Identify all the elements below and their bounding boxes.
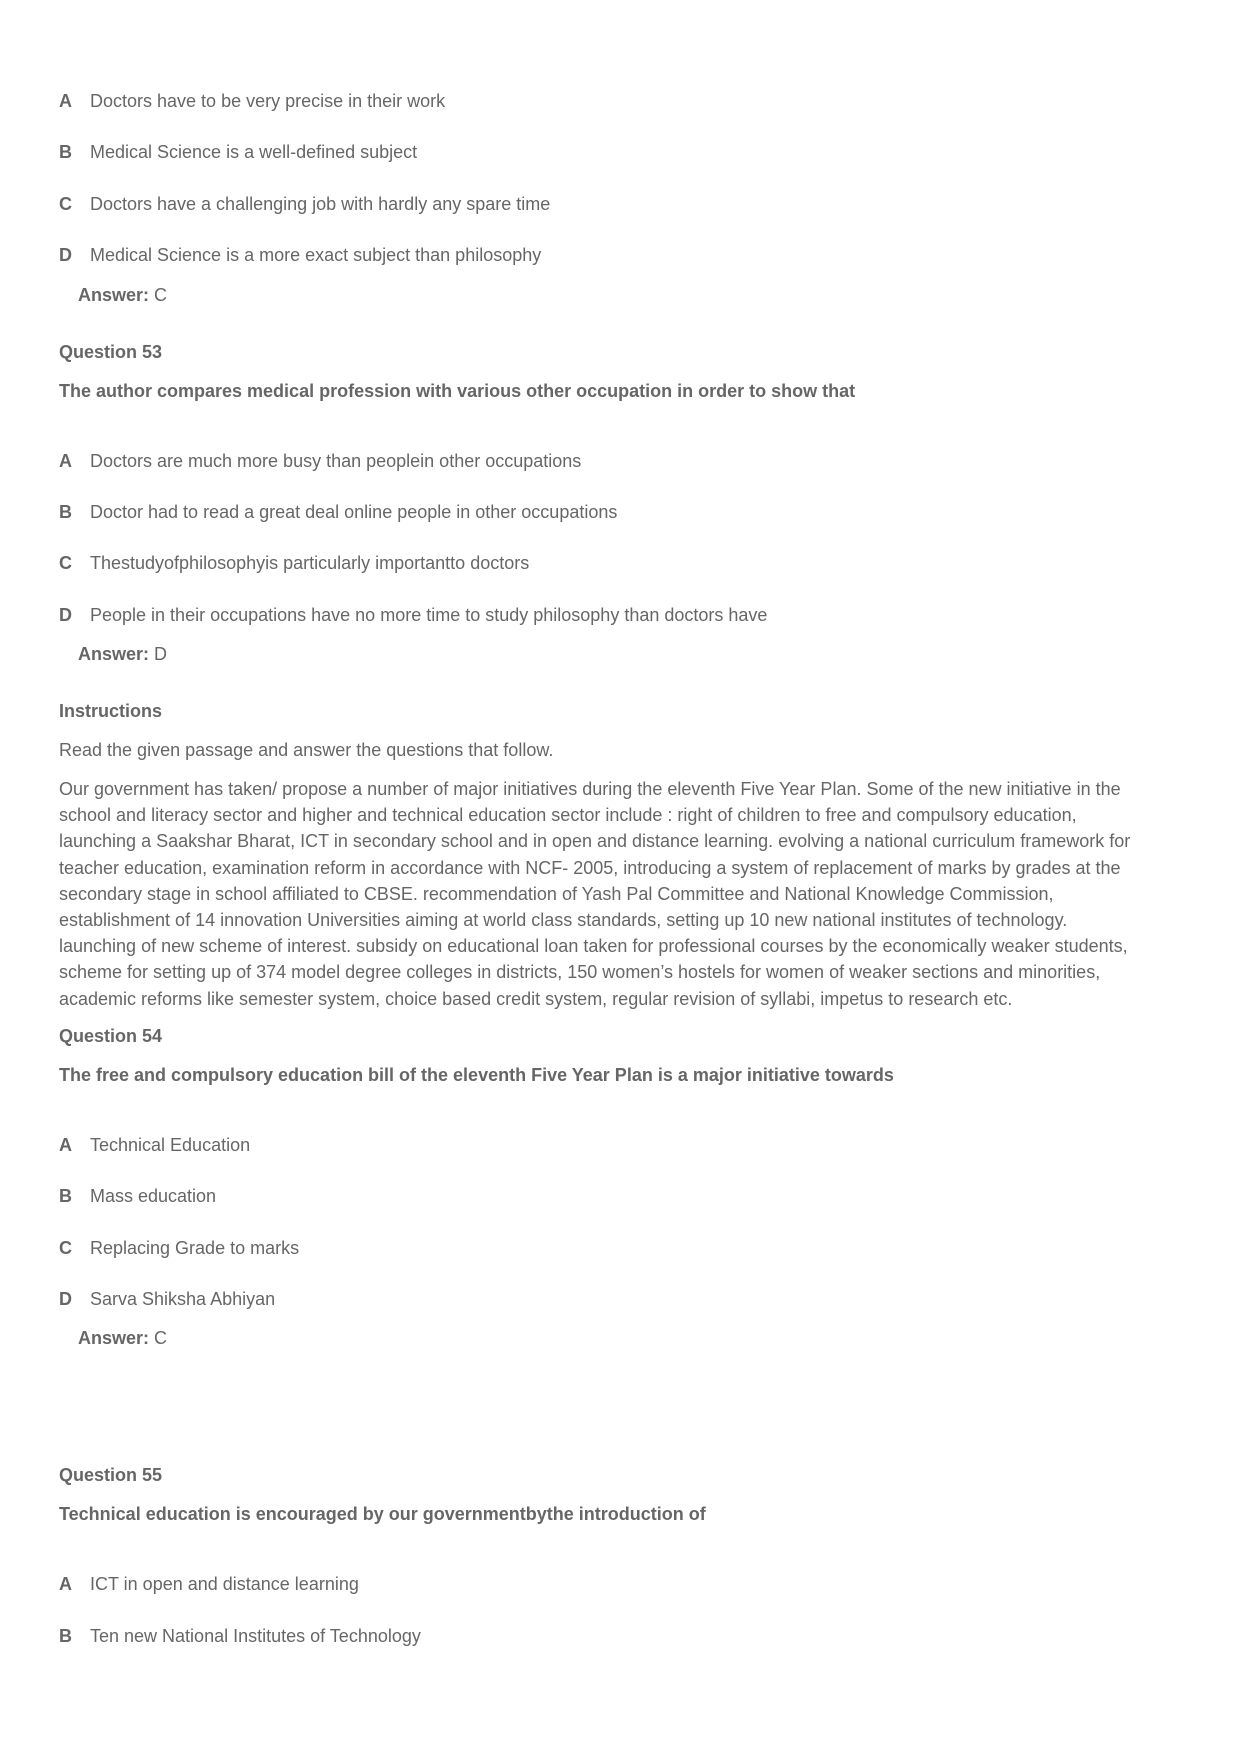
answer-value: D bbox=[154, 644, 168, 664]
option-text: ICT in open and distance learning bbox=[90, 1574, 359, 1594]
q54-answer bbox=[78, 1326, 167, 1350]
passage-line: scheme for setting up of 374 model degree colleges in districts, 150 women’s hostels for women of weaker sections and minorities, bbox=[59, 962, 1101, 983]
passage-line: Our government has taken/ propose a number of major initiatives during the eleventh Five Year Plan. Some of the new initiative in the bbox=[59, 779, 1121, 799]
option-letter: B bbox=[59, 1626, 72, 1646]
option-letter: B bbox=[59, 142, 72, 162]
option-letter: C bbox=[59, 1238, 72, 1258]
passage-line: teacher education, examination reform in accordance with NCF- 2005, introducing a system of replacement of marks by grades at the bbox=[59, 857, 1121, 878]
answer-label: Answer: bbox=[78, 1328, 150, 1348]
answer-label: Answer: bbox=[78, 644, 150, 664]
option-letter: A bbox=[59, 1135, 72, 1155]
q54-option-d bbox=[59, 1287, 275, 1311]
q52-option-b bbox=[59, 140, 417, 164]
passage-line: launching a Saakshar Bharat, ICT in secondary school and in open and distance learning. evolving a national curriculum framework for bbox=[59, 831, 1131, 852]
option-text: Replacing Grade to marks bbox=[90, 1238, 300, 1258]
option-letter: A bbox=[59, 1574, 72, 1594]
instructions-intro: Read the given passage and answer the questions that follow. bbox=[59, 740, 554, 760]
q55-question-text: Technical education is encouraged by our governmentbythe introduction of bbox=[59, 1504, 706, 1524]
answer-label: Answer: bbox=[78, 285, 150, 305]
option-text: Doctors have to be very precise in their work bbox=[90, 91, 446, 111]
passage-line: establishment of 14 innovation Universities aiming at world class standards, setting up 10 new national institutes of technology. bbox=[59, 910, 1068, 931]
q52-answer bbox=[78, 283, 167, 307]
passage-line: academic reforms like semester system, choice based credit system, regular revision of syllabi, impetus to research etc. bbox=[59, 988, 1013, 1009]
option-text: Medical Science is a well-defined subject bbox=[90, 142, 418, 162]
option-text: People in their occupations have no more time to study philosophy than doctors have bbox=[90, 605, 768, 625]
option-text: Thestudyofphilosophyis particularly importantto doctors bbox=[90, 553, 530, 573]
q54-option-c bbox=[59, 1236, 299, 1260]
q52-option-d bbox=[59, 243, 541, 267]
answer-value: C bbox=[154, 1328, 168, 1348]
option-letter: D bbox=[59, 245, 72, 265]
q53-option-c bbox=[59, 551, 529, 575]
passage-line: launching of new scheme of interest. subsidy on educational loan taken for professional courses by the economically weaker students, bbox=[59, 936, 1128, 957]
option-text: Sarva Shiksha Abhiyan bbox=[90, 1289, 276, 1309]
q53-option-b bbox=[59, 500, 617, 524]
q55-option-b bbox=[59, 1624, 421, 1648]
option-text: Doctors have a challenging job with hardly any spare time bbox=[90, 194, 551, 214]
answer-value: C bbox=[154, 285, 168, 305]
option-letter: C bbox=[59, 194, 72, 214]
q53-answer bbox=[78, 642, 167, 666]
q54-option-a bbox=[59, 1133, 250, 1157]
passage-line: school and literacy sector and higher and technical education sector include : right of children to free and compulsory education, bbox=[59, 805, 1077, 826]
q52-option-c bbox=[59, 192, 550, 216]
option-letter: B bbox=[59, 502, 72, 522]
instructions-heading: Instructions bbox=[59, 701, 163, 721]
option-text: Technical Education bbox=[90, 1135, 251, 1155]
option-text: Doctor had to read a great deal online people in other occupations bbox=[90, 502, 618, 522]
option-text: Medical Science is a more exact subject than philosophy bbox=[90, 245, 542, 265]
q53-option-d bbox=[59, 603, 767, 627]
q53-heading: Question 53 bbox=[59, 342, 163, 362]
option-letter: D bbox=[59, 605, 72, 625]
passage-line: secondary stage in school affiliated to CBSE. recommendation of Yash Pal Committee and National Knowledge Commission, bbox=[59, 883, 1054, 904]
option-letter: D bbox=[59, 1289, 72, 1309]
q53-option-a bbox=[59, 449, 581, 473]
option-letter: B bbox=[59, 1186, 72, 1206]
q54-question-text: The free and compulsory education bill of the eleventh Five Year Plan is a major initiative towards bbox=[59, 1065, 894, 1085]
option-letter: A bbox=[59, 451, 72, 471]
instructions-passage bbox=[59, 776, 1130, 1012]
q52-option-a bbox=[59, 89, 445, 113]
option-text: Ten new National Institutes of Technology bbox=[90, 1626, 421, 1646]
option-text: Doctors are much more busy than peoplein other occupations bbox=[90, 451, 582, 471]
option-letter: C bbox=[59, 553, 72, 573]
q54-option-b bbox=[59, 1184, 216, 1208]
q55-option-a bbox=[59, 1572, 359, 1596]
q53-question-text: The author compares medical profession with various other occupation in order to show that bbox=[59, 381, 856, 401]
option-letter: A bbox=[59, 91, 72, 111]
q54-heading: Question 54 bbox=[59, 1026, 163, 1046]
option-text: Mass education bbox=[90, 1186, 217, 1206]
q55-heading: Question 55 bbox=[59, 1465, 163, 1485]
